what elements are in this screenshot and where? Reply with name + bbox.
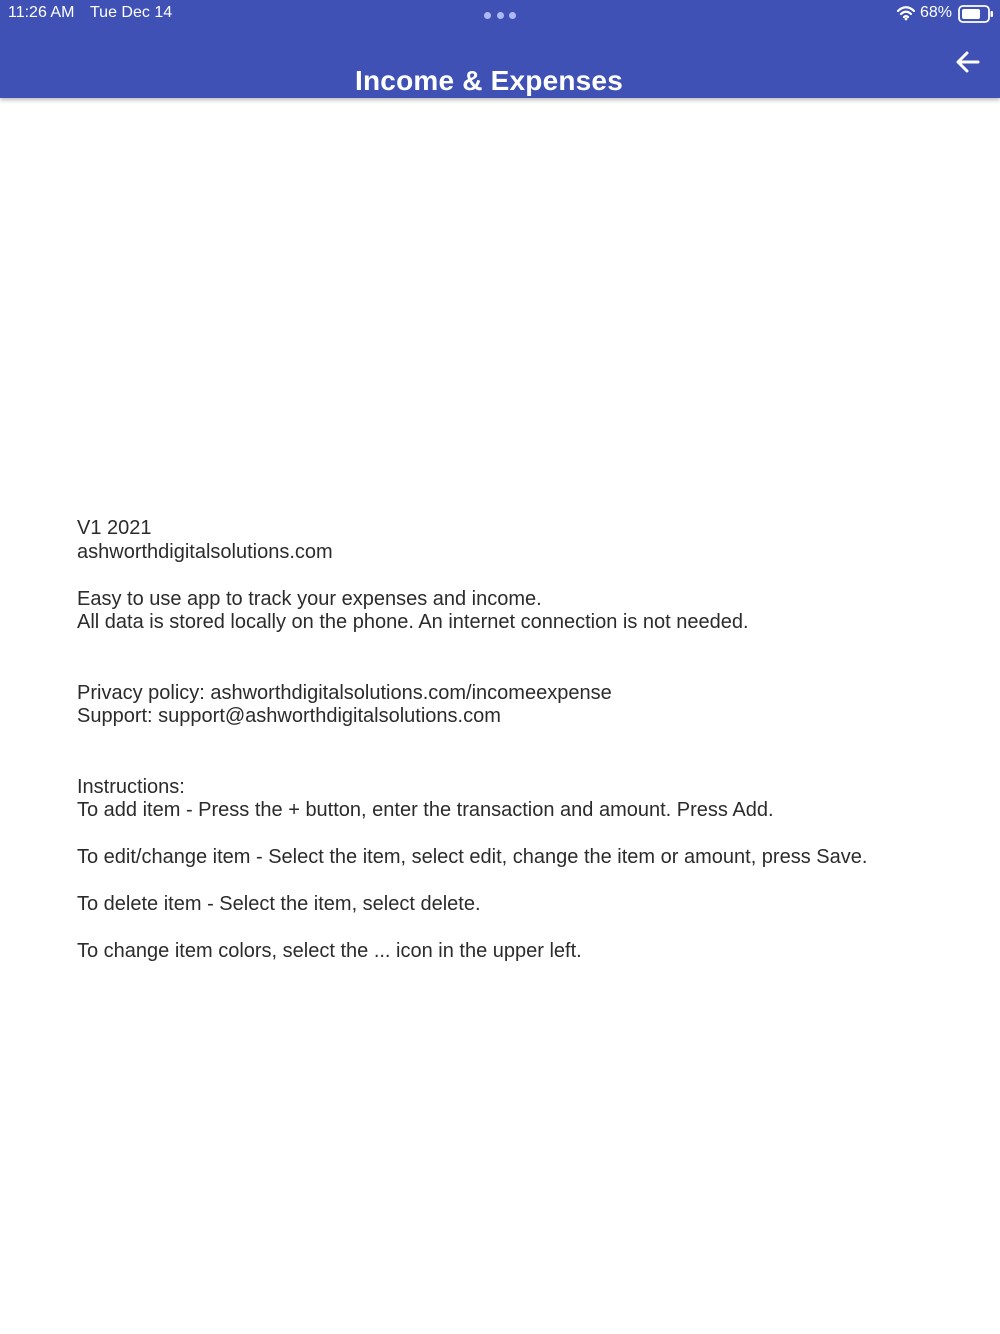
battery-icon	[958, 5, 994, 23]
status-bar	[0, 0, 1000, 28]
instruction-colors: To change item colors, select the ... icon in the upper left.	[77, 940, 582, 962]
about-content	[77, 517, 957, 964]
instructions-heading: Instructions:	[77, 775, 185, 798]
dot	[509, 12, 516, 19]
spacer	[77, 729, 957, 776]
battery-percent: 68%	[920, 4, 953, 21]
instruction-edit: To edit/change item - Select the item, select edit, change the item or amount, press Save.	[77, 846, 868, 868]
page-title: Income & Expenses	[355, 64, 623, 96]
dot	[484, 12, 491, 19]
arrow-left-icon	[958, 53, 978, 71]
spacer	[77, 564, 957, 588]
spacer	[77, 823, 957, 847]
status-time: 11:26 AM	[8, 4, 75, 21]
website-text: ashworthdigitalsolutions.com	[77, 540, 333, 563]
status-date: Tue Dec 14	[90, 4, 173, 21]
description-line-2: All data is stored locally on the phone. An internet connection is not needed.	[77, 611, 749, 633]
spacer	[77, 635, 957, 682]
app-bar	[0, 0, 1000, 98]
dot	[497, 12, 504, 19]
description-line-1: Easy to use app to track your expenses and income.	[77, 587, 542, 610]
support-text: Support: support@ashworthdigitalsolutions.com	[77, 705, 501, 727]
version-text: V1 2021	[77, 517, 152, 539]
more-dots-icon[interactable]	[484, 12, 516, 20]
privacy-policy-text: Privacy policy: ashworthdigitalsolutions.com/incomeexpense	[77, 681, 612, 704]
spacer	[77, 870, 957, 894]
instruction-add: To add item - Press the + button, enter the transaction and amount. Press Add.	[77, 799, 774, 821]
spacer	[77, 917, 957, 941]
back-button[interactable]	[948, 44, 988, 80]
instruction-delete: To delete item - Select the item, select delete.	[77, 893, 481, 915]
wifi-icon	[896, 5, 916, 21]
